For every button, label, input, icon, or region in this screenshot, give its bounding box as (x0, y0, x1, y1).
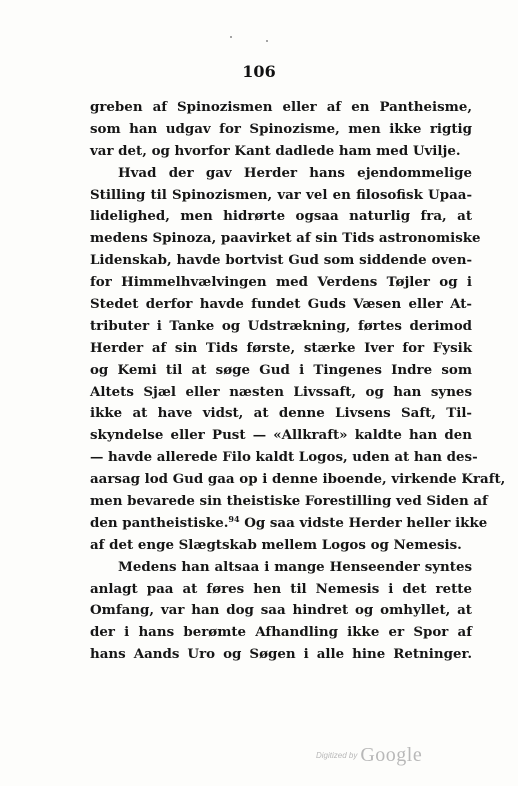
digitized-by-google-watermark (316, 744, 422, 767)
text-line: — havde allerede Filo kaldt Logos, uden at han des- (90, 449, 478, 466)
scan-speck (230, 36, 232, 38)
text-line: greben af Spinozismen eller af en Pantheisme, (90, 99, 472, 115)
text-line: aarsag lod Gud gaa op i denne iboende, virkende Kraft, (90, 471, 506, 488)
text-line: Omfang, var han dog saa hindret og omhyllet, at (90, 602, 472, 619)
text-line: for Himmelhvælvingen med Verdens Tøjler og i (90, 274, 472, 291)
text-segment: den pantheistiske. (90, 514, 229, 531)
text-line: ikke at have vidst, at denne Livsens Saft, Til- (90, 405, 472, 422)
text-line: var det, og hvorfor Kant dadlede ham med Uvilje. (90, 142, 461, 159)
text-line: Altets Sjæl eller næsten Livssaft, og han synes (90, 383, 472, 400)
text-line: der i hans berømte Afhandling ikke er Spor af (90, 624, 472, 641)
text-line: og Kemi til at søge Gud i Tingenes Indre som (90, 361, 472, 378)
text-line: Hvad der gav Herder hans ejendommelige (118, 164, 472, 181)
text-line: som han udgav for Spinozisme, men ikke rigtig (90, 120, 472, 137)
text-line: Stedet derfor havde fundet Guds Væsen eller At- (90, 296, 472, 313)
watermark-prefix: Digitized by (316, 751, 358, 760)
text-line: skyndelse eller Pust — «Allkraft» kaldte han den (90, 427, 472, 444)
text-line: Medens han altsaa i mange Henseender syntes (118, 558, 472, 575)
text-line: Herder af sin Tids første, stærke Iver for Fysik (90, 339, 472, 356)
text-line: anlagt paa at føres hen til Nemesis i det rette (90, 580, 472, 597)
scan-speck (266, 40, 268, 42)
google-logo: Google (360, 744, 423, 766)
footnote-reference[interactable]: 94 (228, 513, 240, 524)
page-number: 106 (242, 62, 276, 81)
text-line-with-footnote (90, 513, 488, 535)
body-text (90, 97, 506, 666)
text-line: af det enge Slægtskab mellem Logos og Nemesis. (90, 536, 462, 553)
text-line: Lidenskab, havde bortvist Gud som siddende oven- (90, 252, 472, 269)
text-line: Stilling til Spinozismen, var vel en filosofisk Upaa- (90, 186, 472, 203)
text-line: men bevarede sin theistiske Forestilling ved Siden af (90, 493, 488, 510)
text-segment: Og saa vidste Herder heller ikke (239, 514, 488, 531)
text-line: hans Aands Uro og Søgen i alle hine Retninger. (90, 646, 472, 663)
text-line: medens Spinoza, paavirket af sin Tids astronomiske (90, 230, 481, 247)
text-line: tributer i Tanke og Udstrækning, førtes derimod (90, 317, 472, 334)
text-line: lidelighed, men hidrørte ogsaa naturlig fra, at (90, 208, 472, 225)
